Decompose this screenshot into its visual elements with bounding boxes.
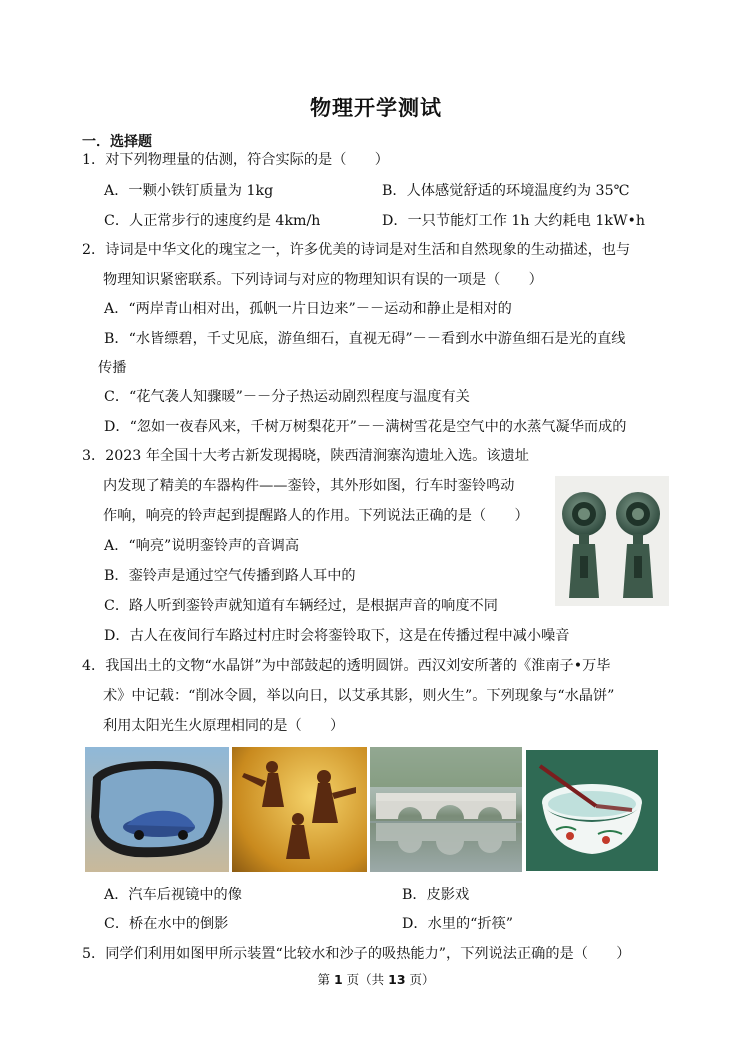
shadow-puppet-image	[232, 747, 367, 872]
q1-stem: 1．对下列物理量的估测，符合实际的是（ ）	[82, 152, 389, 168]
q4-option-c[interactable]: C．桥在水中的倒影	[104, 916, 229, 932]
q1-option-c[interactable]: C．人正常步行的速度约是 4km/h	[104, 213, 321, 229]
footer-suffix: 页）	[405, 972, 435, 987]
footer-prefix: 第	[317, 972, 334, 987]
q3-option-b[interactable]: B．銮铃声是通过空气传播到路人耳中的	[104, 568, 356, 584]
q2-option-b-line2: 传播	[98, 360, 127, 376]
chopsticks-bowl-image	[526, 750, 658, 871]
footer-page-number: 1	[333, 972, 343, 987]
q5-stem: 5．同学们利用如图甲所示装置“比较水和沙子的吸热能力”，下列说法正确的是（ ）	[82, 946, 631, 962]
q3-stem-line3: 作响，响亮的铃声起到提醒路人的作用。下列说法正确的是（ ）	[103, 508, 529, 524]
q3-stem-line2: 内发现了精美的车器构件——銮铃，其外形如图，行车时銮铃鸣动	[103, 478, 515, 494]
q2-stem-line1: 2．诗词是中华文化的瑰宝之一，许多优美的诗词是对生活和自然现象的生动描述，也与	[82, 242, 631, 258]
bridge-reflection-image	[370, 747, 522, 872]
q4-option-b[interactable]: B．皮影戏	[402, 887, 470, 903]
page-title: 物理开学测试	[310, 96, 442, 120]
q2-option-a[interactable]: A．“两岸青山相对出，孤帆一片日边来”－－运动和静止是相对的	[104, 301, 512, 317]
q2-option-b-line1[interactable]: B．“水皆缥碧，千丈见底，游鱼细石，直视无碍”－－看到水中游鱼细石是光的直线	[104, 331, 626, 347]
bronze-bells-image	[555, 476, 669, 606]
q2-stem-line2: 物理知识紧密联系。下列诗词与对应的物理知识有误的一项是（ ）	[103, 272, 543, 288]
q2-option-d[interactable]: D．“忽如一夜春风来，千树万树梨花开”－－满树雪花是空气中的水蒸气凝华而成的	[104, 419, 627, 435]
q4-stem-line2: 术》中记载：“削冰令圆，举以向日，以艾承其影，则火生”。下列现象与“水晶饼”	[103, 688, 615, 704]
q4-option-a[interactable]: A．汽车后视镜中的像	[104, 887, 242, 903]
q1-option-a[interactable]: A．一颗小铁钉质量为 1kg	[104, 183, 274, 199]
section-heading: 一．选择题	[82, 134, 152, 150]
q3-option-a[interactable]: A．“响亮”说明銮铃声的音调高	[104, 538, 300, 554]
q1-option-b[interactable]: B．人体感觉舒适的环境温度约为 35℃	[382, 183, 630, 199]
footer-total-pages: 13	[388, 972, 406, 987]
footer-mid: 页（共	[342, 972, 389, 987]
q3-option-d[interactable]: D．古人在夜间行车路过村庄时会将銮铃取下，这是在传播过程中减小噪音	[104, 628, 570, 644]
q2-option-c[interactable]: C．“花气袭人知骤暖”－－分子热运动剧烈程度与温度有关	[104, 389, 470, 405]
q4-stem-line1: 4．我国出土的文物“水晶饼”为中部鼓起的透明圆饼。西汉刘安所著的《淮南子•万毕	[82, 658, 611, 674]
car-mirror-image	[85, 747, 229, 872]
q3-option-c[interactable]: C．路人听到銮铃声就知道有车辆经过，是根据声音的响度不同	[104, 598, 498, 614]
q4-stem-line3: 利用太阳光生火原理相同的是（ ）	[103, 718, 345, 734]
q4-option-d[interactable]: D．水里的“折筷”	[402, 916, 514, 932]
q3-stem-line1: 3．2023 年全国十大考古新发现揭晓，陕西清涧寨沟遗址入选。该遗址	[82, 448, 529, 464]
page-footer	[0, 970, 752, 988]
q1-option-d[interactable]: D．一只节能灯工作 1h 大约耗电 1kW•h	[382, 213, 646, 229]
